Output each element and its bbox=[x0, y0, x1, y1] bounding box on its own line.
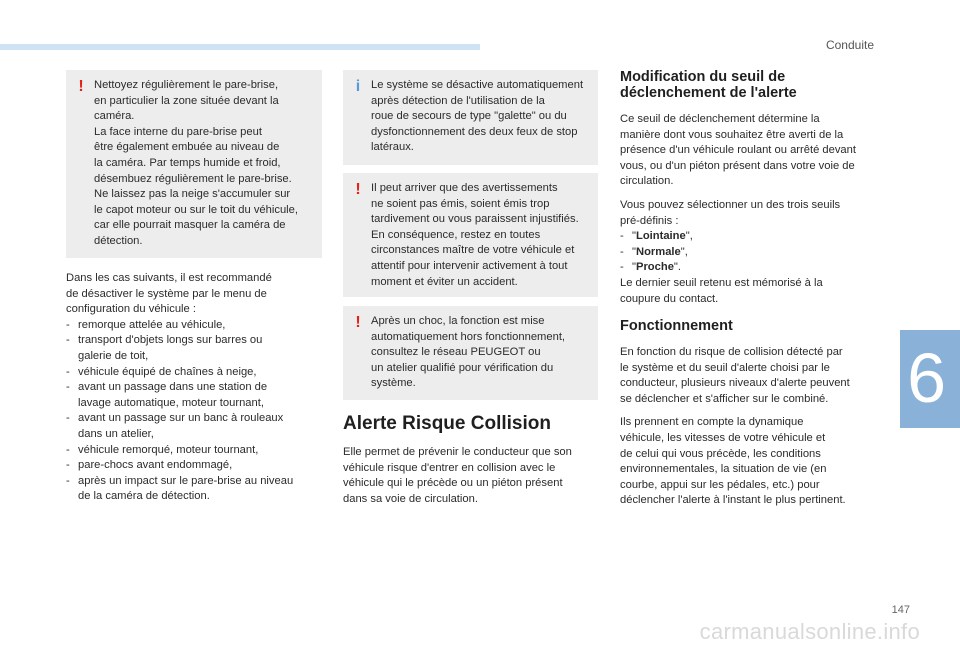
watermark: carmanualsonline.info bbox=[699, 619, 920, 644]
chapter-title: Conduite bbox=[825, 38, 874, 52]
deactivation-intro: Dans les cas suivants, il est recommandé de désactiver le système par le menu de configuration du véhicule : bbox=[66, 272, 272, 316]
warning-icon: ! bbox=[78, 78, 84, 95]
list-item: - avant un passage sur un banc à rouleaux dans un atelier, bbox=[66, 412, 284, 440]
option-item: - " Normale ", bbox=[620, 245, 880, 261]
list-item: - transport d'objets longs sur barres ou galerie de toit, bbox=[66, 334, 263, 362]
deactivation-section bbox=[66, 271, 328, 505]
paragraph-text: Ils prennent en compte la dynamique véhicule, les vitesses de votre véhicule et de celui qui vous précède, les conditions environnementales, la situation de vie (en courbe, appui sur les pédales, etc.) pour déclencher l'alerte à l'instant le plus pertinent. bbox=[620, 416, 846, 507]
warning-box-impact bbox=[343, 306, 598, 400]
paragraph-text: En fonction du risque de collision détecté par le système et du seuil d'alerte choisi par le conducteur, plusieurs niveaux d'alerte peuvent se déclencher et s'afficher sur le combiné. bbox=[620, 346, 850, 405]
paragraph-text: Elle permet de prévenir le conducteur que son véhicule risque d'entrer en collision avec le véhicule qui le précède ou un piéton présent dans sa voie de circulation. bbox=[343, 446, 572, 505]
list-item: - véhicule équipé de chaînes à neige, bbox=[66, 365, 257, 378]
list-item: - pare-chocs avant endommagé, bbox=[66, 459, 233, 472]
warning-box-cleaning bbox=[66, 70, 322, 258]
info-text: Le système se désactive automatiquement après détection de l'utilisation de la roue de secours de type "galette" ou du dysfonctionnement des deux feux de stop latéraux. bbox=[371, 79, 584, 154]
subheading-operation: Fonctionnement bbox=[620, 318, 733, 334]
chapter-number: 6 bbox=[907, 339, 946, 417]
option-item: - " Proche ". bbox=[620, 260, 880, 276]
info-icon: i bbox=[355, 78, 361, 95]
header-bar bbox=[0, 44, 480, 50]
threshold-section bbox=[620, 112, 880, 307]
warning-text: Nettoyez régulièrement le pare-brise, en particulier la zone située devant la caméra. La face interne du pare-brise peut être également embuée au niveau de la caméra. Par temps humide et froid, désembuez régulièrement le pare-brise. Ne laissez pas la neige s'accumuler sur le capot moteur ou sur le toit du véhicule, car elle pourrait masquer la caméra de détection. bbox=[94, 79, 298, 247]
list-item: - avant un passage dans une station de lavage automatique, moteur tournant, bbox=[66, 381, 268, 409]
paragraph-text: Vous pouvez sélectionner un des trois seuils pré-définis : bbox=[620, 198, 841, 227]
paragraph-text: Le dernier seuil retenu est mémorisé à la coupure du contact. bbox=[620, 276, 823, 305]
operation-section bbox=[620, 345, 882, 509]
list-item: - après un impact sur le pare-brise au niveau de la caméra de détection. bbox=[66, 474, 294, 503]
section-heading: Alerte Risque Collision bbox=[343, 413, 551, 434]
section-paragraph bbox=[343, 445, 603, 507]
option-label: Lointaine bbox=[635, 230, 686, 243]
page-number: 147 bbox=[891, 604, 910, 616]
option-label: Proche bbox=[635, 261, 674, 274]
list-item: - véhicule remorqué, moteur tournant, bbox=[66, 443, 259, 456]
warning-text: Après un choc, la fonction est mise automatiquement hors fonctionnement, consultez le réseau PEUGEOT ou un atelier qualifié pour vérification du système. bbox=[371, 315, 566, 390]
list-item: - remorque attelée au véhicule, bbox=[66, 318, 226, 331]
option-item: - " Lointaine ", bbox=[620, 229, 880, 245]
paragraph-text: Ce seuil de déclenchement détermine la manière dont vous souhaitez être averti de la présence d'un véhicule roulant ou arrêté devant vous, ou d'un piéton présent dans votre voie de circulation. bbox=[620, 113, 856, 188]
warning-box-alerts bbox=[343, 173, 598, 297]
warning-text: Il peut arriver que des avertissements ne soient pas émis, soient émis trop tardivement ou vous paraissent injustifiés. En conséquence, restez en toutes circonstances maître de votre véhicule et attentif pour intervenir activement à tout moment et éviter un accident. bbox=[371, 182, 579, 288]
info-box-deactivation bbox=[343, 70, 598, 165]
warning-icon: ! bbox=[355, 181, 361, 198]
warning-icon: ! bbox=[355, 314, 361, 331]
option-label: Normale bbox=[635, 245, 681, 258]
subheading-threshold: Modification du seuil de déclenchement de l'alerte bbox=[620, 69, 797, 101]
